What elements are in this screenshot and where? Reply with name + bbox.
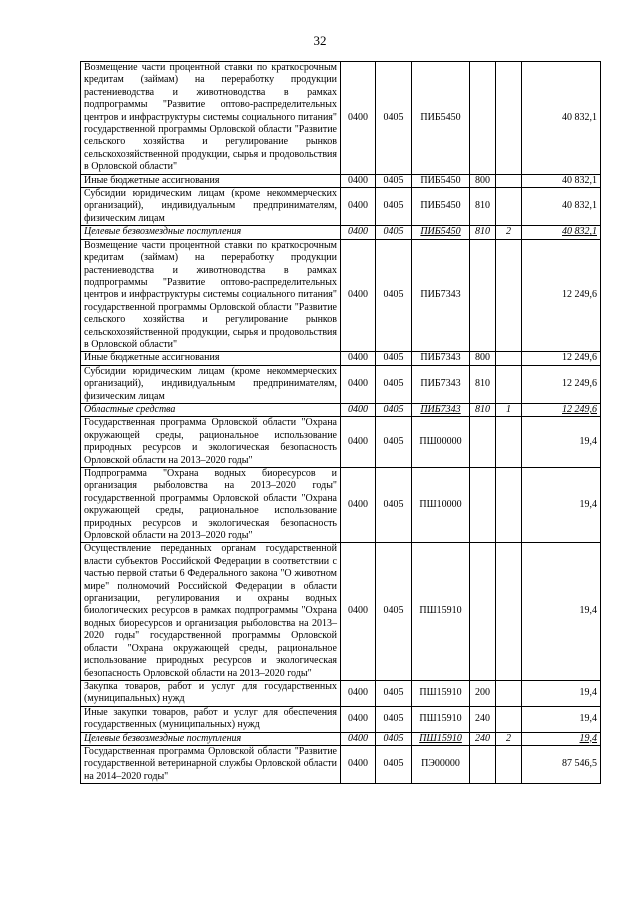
target-article-cell: ПИБ7343	[412, 403, 470, 416]
table-row	[81, 403, 601, 416]
subsection-code-cell: 0405	[376, 543, 412, 680]
target-article-cell: ПШ15910	[412, 680, 470, 706]
expense-type-cell	[470, 468, 496, 543]
row-name-cell: Субсидии юридическим лицам (кроме некоммерческих организаций), индивидуальным предпринимателям, физическим лицам	[81, 188, 341, 226]
row-name-cell: Государственная программа Орловской области "Развитие государственной ветеринарной службы Орловской области на 2014–2020 годы"	[81, 745, 341, 783]
expense-type-cell	[470, 745, 496, 783]
target-article-cell: ПЭ00000	[412, 745, 470, 783]
table-row	[81, 468, 601, 543]
amount-cell: 40 832,1	[522, 62, 601, 175]
amount-cell: 12 249,6	[522, 352, 601, 365]
subsection-code-cell: 0405	[376, 680, 412, 706]
section-code-cell: 0400	[341, 239, 376, 352]
expense-type-cell: 810	[470, 188, 496, 226]
row-name-cell: Иные бюджетные ассигнования	[81, 174, 341, 187]
amount-cell: 19,4	[522, 732, 601, 745]
row-name-cell: Осуществление переданных органам государственной власти субъектов Российской Федерации в соответствии с частью первой статьи 6 Федерального закона "О животном мире" полномочий Российской Федерации в области организации, регулирования и охраны водных биологических ресурсов в рамках подпрограммы "Охрана водных биоресурсов и организация рыболовства на 2013–2020 годы" государственной программы Орловской области "Охрана окружающей среды, рациональное использование природных ресурсов и экологическая безопасность Орловской области на 2013–2020 годы"	[81, 543, 341, 680]
table-row	[81, 174, 601, 187]
table-row	[81, 417, 601, 468]
subsection-code-cell: 0405	[376, 174, 412, 187]
funding-source-cell	[496, 62, 522, 175]
funding-source-cell	[496, 188, 522, 226]
row-name-cell: Возмещение части процентной ставки по краткосрочным кредитам (займам) на переработку продукции растениеводства и животноводства в рамках подпрограммы "Развитие оптово-распределительных центров и инфраструктуры системы социального питания" государственной программы Орловской области "Развитие сельского хозяйства и регулирование рынков сельскохозяйственной продукции, сырья и продовольствия в Орловской области"	[81, 239, 341, 352]
funding-source-cell	[496, 468, 522, 543]
row-name-cell: Закупка товаров, работ и услуг для государственных (муниципальных) нужд	[81, 680, 341, 706]
section-code-cell: 0400	[341, 188, 376, 226]
expense-type-cell	[470, 543, 496, 680]
amount-cell: 40 832,1	[522, 226, 601, 239]
expense-type-cell: 810	[470, 226, 496, 239]
target-article-cell: ПШ15910	[412, 706, 470, 732]
table-row	[81, 543, 601, 680]
row-name-cell: Субсидии юридическим лицам (кроме некоммерческих организаций), индивидуальным предпринимателям, физическим лицам	[81, 365, 341, 403]
table-row	[81, 188, 601, 226]
section-code-cell: 0400	[341, 468, 376, 543]
row-name-cell: Иные бюджетные ассигнования	[81, 352, 341, 365]
funding-source-cell	[496, 680, 522, 706]
amount-cell: 40 832,1	[522, 188, 601, 226]
expense-type-cell: 810	[470, 403, 496, 416]
table-row	[81, 352, 601, 365]
row-name-cell: Подпрограмма "Охрана водных биоресурсов и организация рыболовства на 2013–2020 годы" государственной программы Орловской области "Охрана окружающей среды, рациональное использование природных ресурсов и экологическая безопасность Орловской области на 2013–2020 годы"	[81, 468, 341, 543]
section-code-cell: 0400	[341, 732, 376, 745]
subsection-code-cell: 0405	[376, 365, 412, 403]
table-row	[81, 239, 601, 352]
funding-source-cell: 2	[496, 732, 522, 745]
target-article-cell: ПИБ5450	[412, 226, 470, 239]
funding-source-cell	[496, 745, 522, 783]
table-row	[81, 62, 601, 175]
amount-cell: 12 249,6	[522, 365, 601, 403]
subsection-code-cell: 0405	[376, 188, 412, 226]
expense-type-cell: 240	[470, 732, 496, 745]
table-body	[81, 62, 601, 784]
target-article-cell: ПИБ5450	[412, 174, 470, 187]
section-code-cell: 0400	[341, 417, 376, 468]
amount-cell: 19,4	[522, 543, 601, 680]
target-article-cell: ПИБ7343	[412, 239, 470, 352]
funding-source-cell	[496, 174, 522, 187]
target-article-cell: ПИБ7343	[412, 365, 470, 403]
target-article-cell: ПШ15910	[412, 543, 470, 680]
target-article-cell: ПШ00000	[412, 417, 470, 468]
funding-source-cell	[496, 239, 522, 352]
expense-type-cell	[470, 62, 496, 175]
subsection-code-cell: 0405	[376, 417, 412, 468]
table-row	[81, 226, 601, 239]
subsection-code-cell: 0405	[376, 745, 412, 783]
section-code-cell: 0400	[341, 62, 376, 175]
funding-source-cell: 2	[496, 226, 522, 239]
expense-type-cell: 240	[470, 706, 496, 732]
target-article-cell: ПИБ5450	[412, 62, 470, 175]
row-name-cell: Возмещение части процентной ставки по краткосрочным кредитам (займам) на переработку продукции растениеводства и животноводства в рамках подпрограммы "Развитие оптово-распределительных центров и инфраструктуры системы социального питания" государственной программы Орловской области "Развитие сельского хозяйства и регулирование рынков сельскохозяйственной продукции, сырья и продовольствия в Орловской области"	[81, 62, 341, 175]
table-row	[81, 365, 601, 403]
section-code-cell: 0400	[341, 226, 376, 239]
section-code-cell: 0400	[341, 543, 376, 680]
row-name-cell: Целевые безвозмездные поступления	[81, 226, 341, 239]
expense-type-cell	[470, 239, 496, 352]
funding-source-cell	[496, 365, 522, 403]
subsection-code-cell: 0405	[376, 468, 412, 543]
target-article-cell: ПИБ5450	[412, 188, 470, 226]
expense-type-cell: 800	[470, 352, 496, 365]
amount-cell: 19,4	[522, 680, 601, 706]
row-name-cell: Иные закупки товаров, работ и услуг для обеспечения государственных (муниципальных) нужд	[81, 706, 341, 732]
section-code-cell: 0400	[341, 174, 376, 187]
funding-source-cell	[496, 543, 522, 680]
expense-type-cell: 200	[470, 680, 496, 706]
amount-cell: 19,4	[522, 706, 601, 732]
amount-cell: 19,4	[522, 417, 601, 468]
section-code-cell: 0400	[341, 352, 376, 365]
target-article-cell: ПШ10000	[412, 468, 470, 543]
table-row	[81, 680, 601, 706]
amount-cell: 12 249,6	[522, 403, 601, 416]
subsection-code-cell: 0405	[376, 706, 412, 732]
page-number: 32	[313, 33, 327, 48]
table-row	[81, 745, 601, 783]
row-name-cell: Областные средства	[81, 403, 341, 416]
target-article-cell: ПШ15910	[412, 732, 470, 745]
expense-type-cell: 800	[470, 174, 496, 187]
amount-cell: 19,4	[522, 468, 601, 543]
table-row	[81, 706, 601, 732]
section-code-cell: 0400	[341, 745, 376, 783]
section-code-cell: 0400	[341, 680, 376, 706]
expense-type-cell	[470, 417, 496, 468]
funding-source-cell	[496, 417, 522, 468]
amount-cell: 12 249,6	[522, 239, 601, 352]
amount-cell: 87 546,5	[522, 745, 601, 783]
budget-table	[80, 61, 601, 784]
target-article-cell: ПИБ7343	[412, 352, 470, 365]
funding-source-cell	[496, 352, 522, 365]
subsection-code-cell: 0405	[376, 352, 412, 365]
row-name-cell: Государственная программа Орловской области "Охрана окружающей среды, рациональное использование природных ресурсов и экологическая безопасность Орловской области на 2013–2020 годы"	[81, 417, 341, 468]
section-code-cell: 0400	[341, 403, 376, 416]
subsection-code-cell: 0405	[376, 62, 412, 175]
table-row	[81, 732, 601, 745]
funding-source-cell	[496, 706, 522, 732]
section-code-cell: 0400	[341, 706, 376, 732]
subsection-code-cell: 0405	[376, 226, 412, 239]
subsection-code-cell: 0405	[376, 403, 412, 416]
subsection-code-cell: 0405	[376, 732, 412, 745]
amount-cell: 40 832,1	[522, 174, 601, 187]
funding-source-cell: 1	[496, 403, 522, 416]
subsection-code-cell: 0405	[376, 239, 412, 352]
row-name-cell: Целевые безвозмездные поступления	[81, 732, 341, 745]
section-code-cell: 0400	[341, 365, 376, 403]
expense-type-cell: 810	[470, 365, 496, 403]
